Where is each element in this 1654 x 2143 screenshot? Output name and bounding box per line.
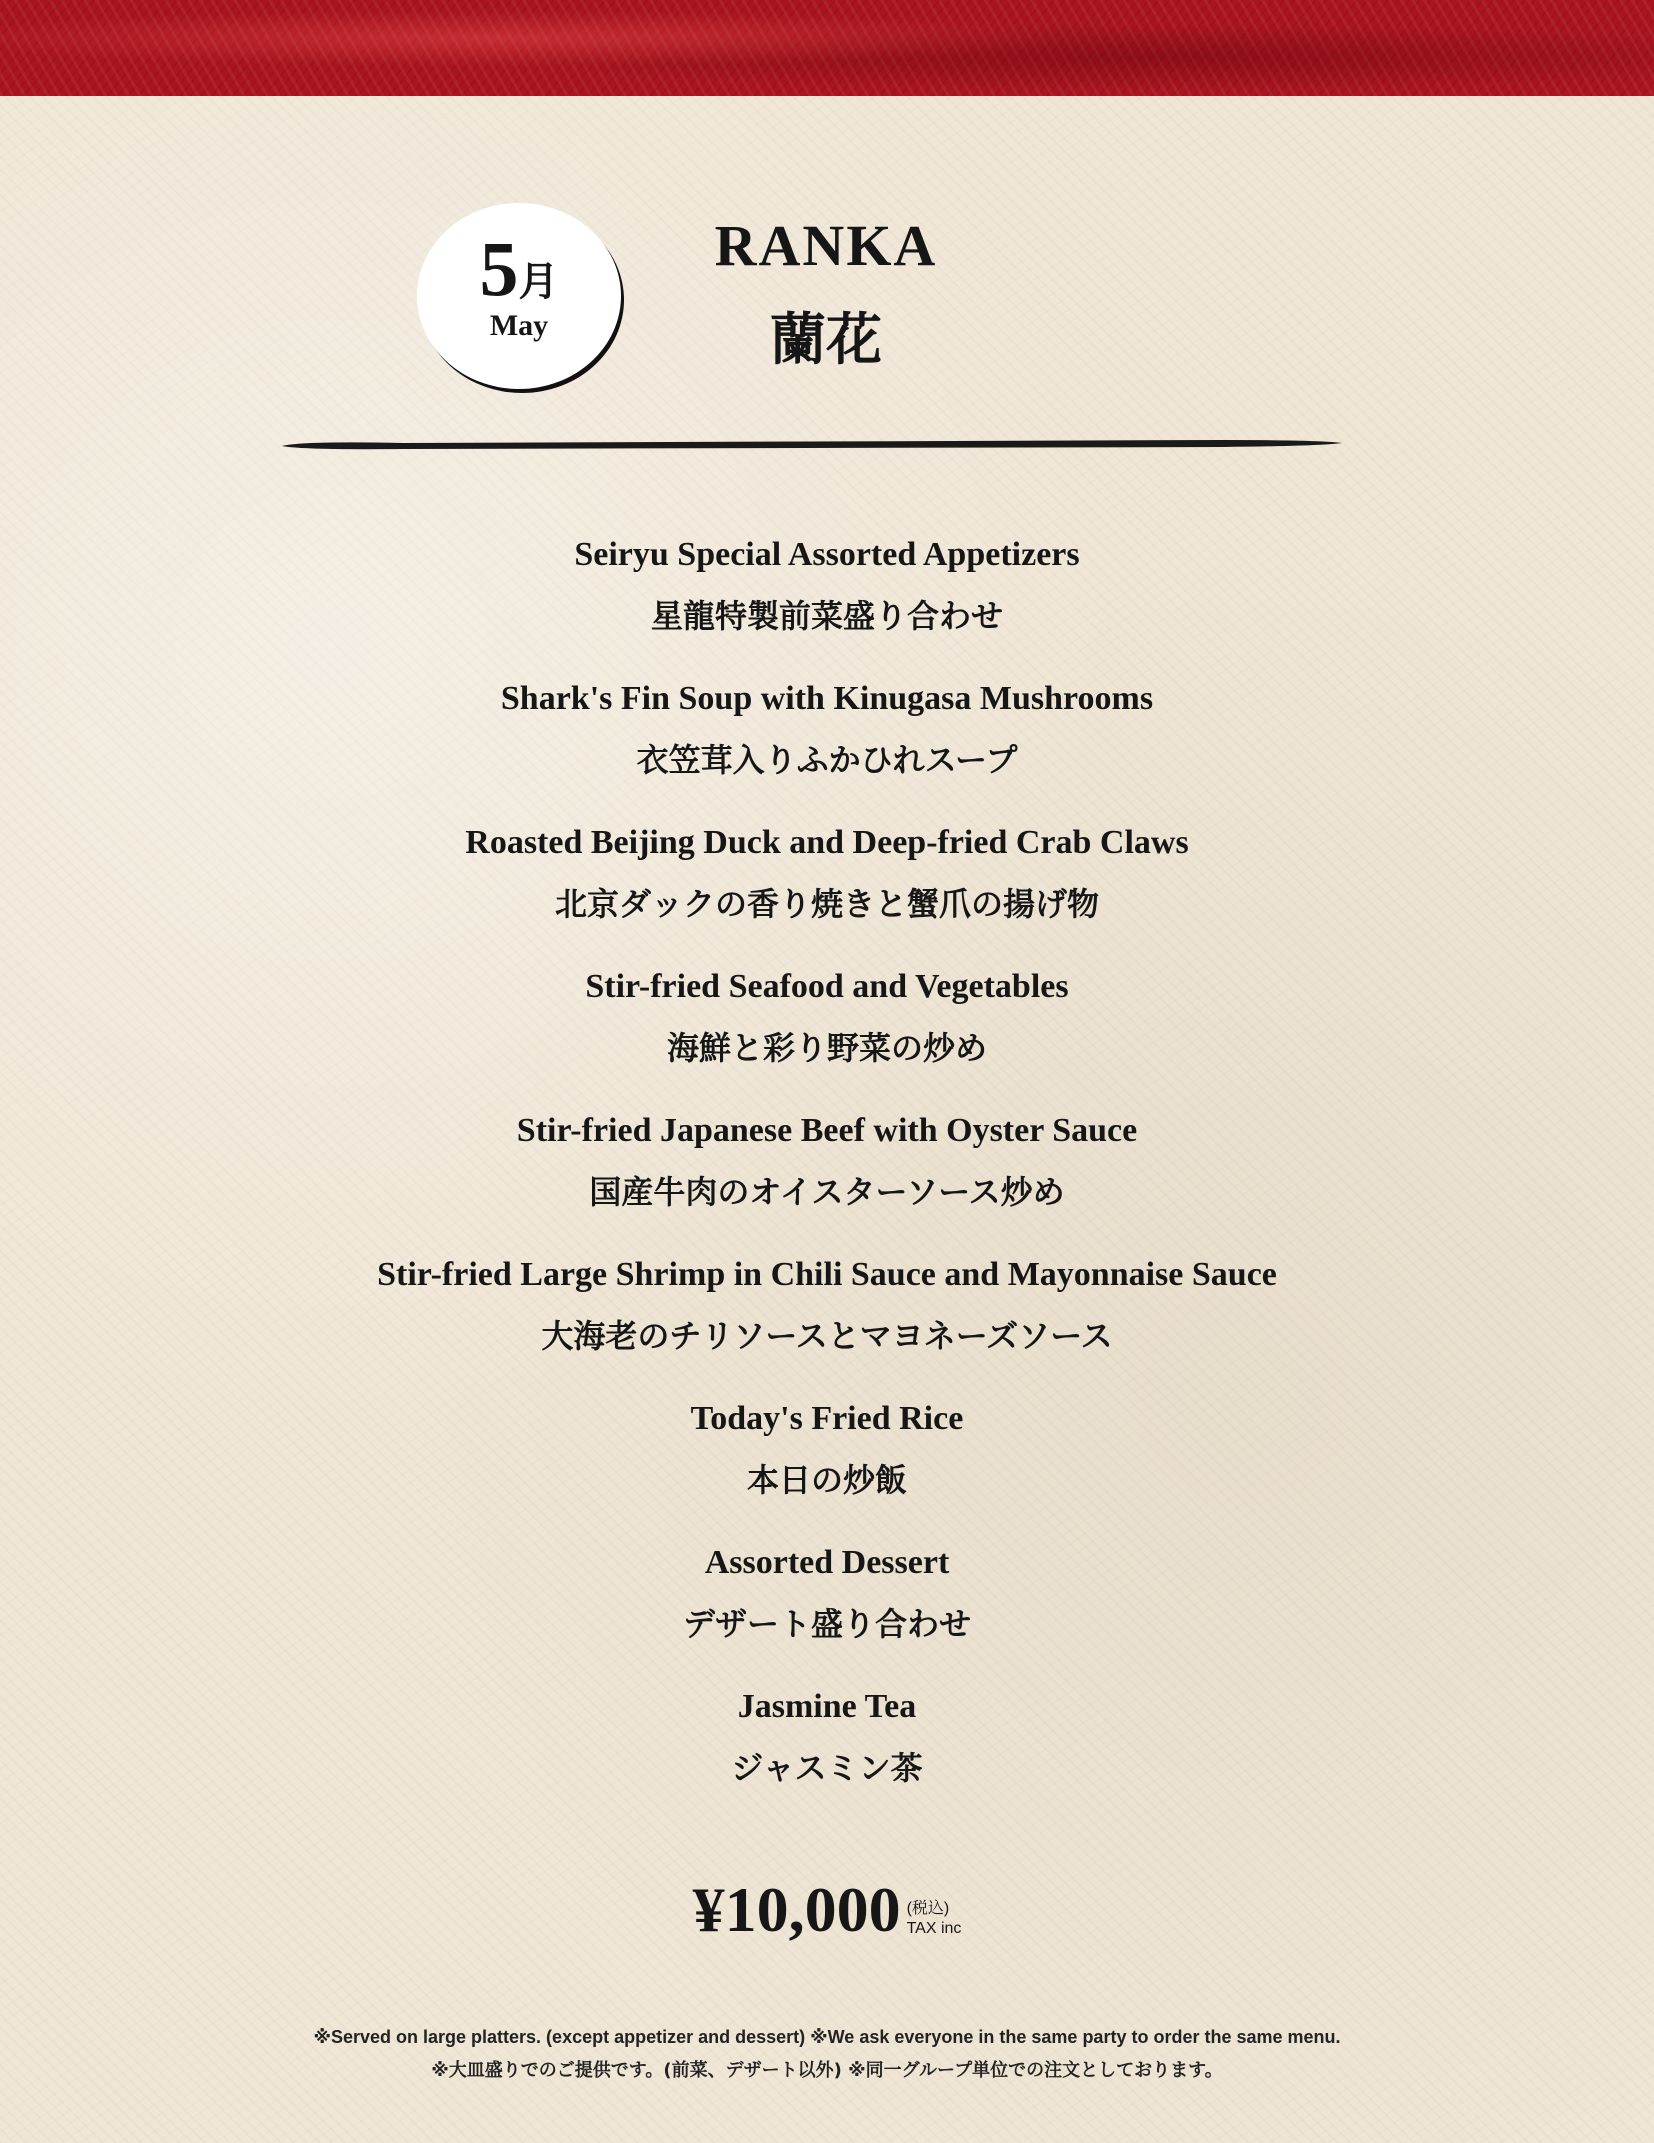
course-name-japanese: 星龍特製前菜盛り合わせ bbox=[650, 597, 1003, 635]
top-red-band bbox=[0, 0, 1654, 96]
course-item bbox=[0, 1250, 1654, 1394]
course-name-english: Jasmine Tea bbox=[737, 1688, 917, 1725]
footer-note-english: ※Served on large platters. (except appetizer and dessert) ※We ask everyone in the same party to order the same menu. bbox=[313, 2027, 1341, 2047]
course-name-japanese: 国産牛肉のオイスターソース炒め bbox=[589, 1173, 1065, 1211]
course-item bbox=[0, 674, 1654, 818]
course-name-japanese: 本日の炒飯 bbox=[746, 1461, 907, 1499]
course-name-japanese: 大海老のチリソースとマヨネーズソース bbox=[541, 1317, 1113, 1355]
course-name-english: Today's Fried Rice bbox=[690, 1400, 964, 1437]
course-name-japanese: 北京ダックの香り焼きと蟹爪の揚げ物 bbox=[554, 885, 1099, 923]
tax-note-japanese: (税込) bbox=[906, 1900, 950, 1917]
month-english: May bbox=[489, 309, 549, 342]
month-badge bbox=[417, 203, 621, 389]
price-block bbox=[0, 1875, 1654, 1945]
course-item bbox=[0, 1106, 1654, 1250]
footer-notes bbox=[0, 2020, 1654, 2088]
course-item bbox=[0, 1538, 1654, 1682]
course-name-english: Stir-fried Large Shrimp in Chili Sauce and Mayonnaise Sauce bbox=[377, 1256, 1277, 1293]
course-name-english: Stir-fried Japanese Beef with Oyster Sauce bbox=[516, 1112, 1138, 1149]
course-name-english: Shark's Fin Soup with Kinugasa Mushrooms bbox=[500, 680, 1154, 717]
tax-note-english: TAX inc bbox=[906, 1920, 962, 1937]
month-kanji: 月 bbox=[518, 259, 559, 305]
footer-note-japanese: ※大皿盛りでのご提供です。(前菜、デザート以外) ※同一グループ単位での注文としております。 bbox=[431, 2060, 1223, 2081]
course-item bbox=[0, 1394, 1654, 1538]
course-item bbox=[0, 1682, 1654, 1826]
course-name-japanese: ジャスミン茶 bbox=[731, 1749, 923, 1787]
course-name-english: Seiryu Special Assorted Appetizers bbox=[574, 536, 1080, 573]
course-list bbox=[0, 530, 1654, 1826]
course-item bbox=[0, 530, 1654, 674]
course-name-japanese: 衣笠茸入りふかひれスープ bbox=[636, 741, 1018, 779]
menu-title-english: RANKA bbox=[714, 213, 938, 278]
course-item bbox=[0, 818, 1654, 962]
course-item bbox=[0, 962, 1654, 1106]
course-name-japanese: 海鮮と彩り野菜の炒め bbox=[666, 1029, 987, 1067]
course-name-japanese: デザート盛り合わせ bbox=[682, 1605, 971, 1643]
price-value: ¥10,000 bbox=[692, 1874, 901, 1945]
course-name-english: Stir-fried Seafood and Vegetables bbox=[585, 968, 1069, 1005]
month-number-digit: 5 bbox=[479, 225, 519, 312]
brush-divider bbox=[282, 438, 1342, 452]
menu-title-japanese: 蘭花 bbox=[770, 308, 882, 373]
tax-note bbox=[907, 1899, 962, 1945]
course-name-english: Roasted Beijing Duck and Deep-fried Crab Claws bbox=[465, 824, 1189, 861]
course-name-english: Assorted Dessert bbox=[704, 1544, 950, 1581]
